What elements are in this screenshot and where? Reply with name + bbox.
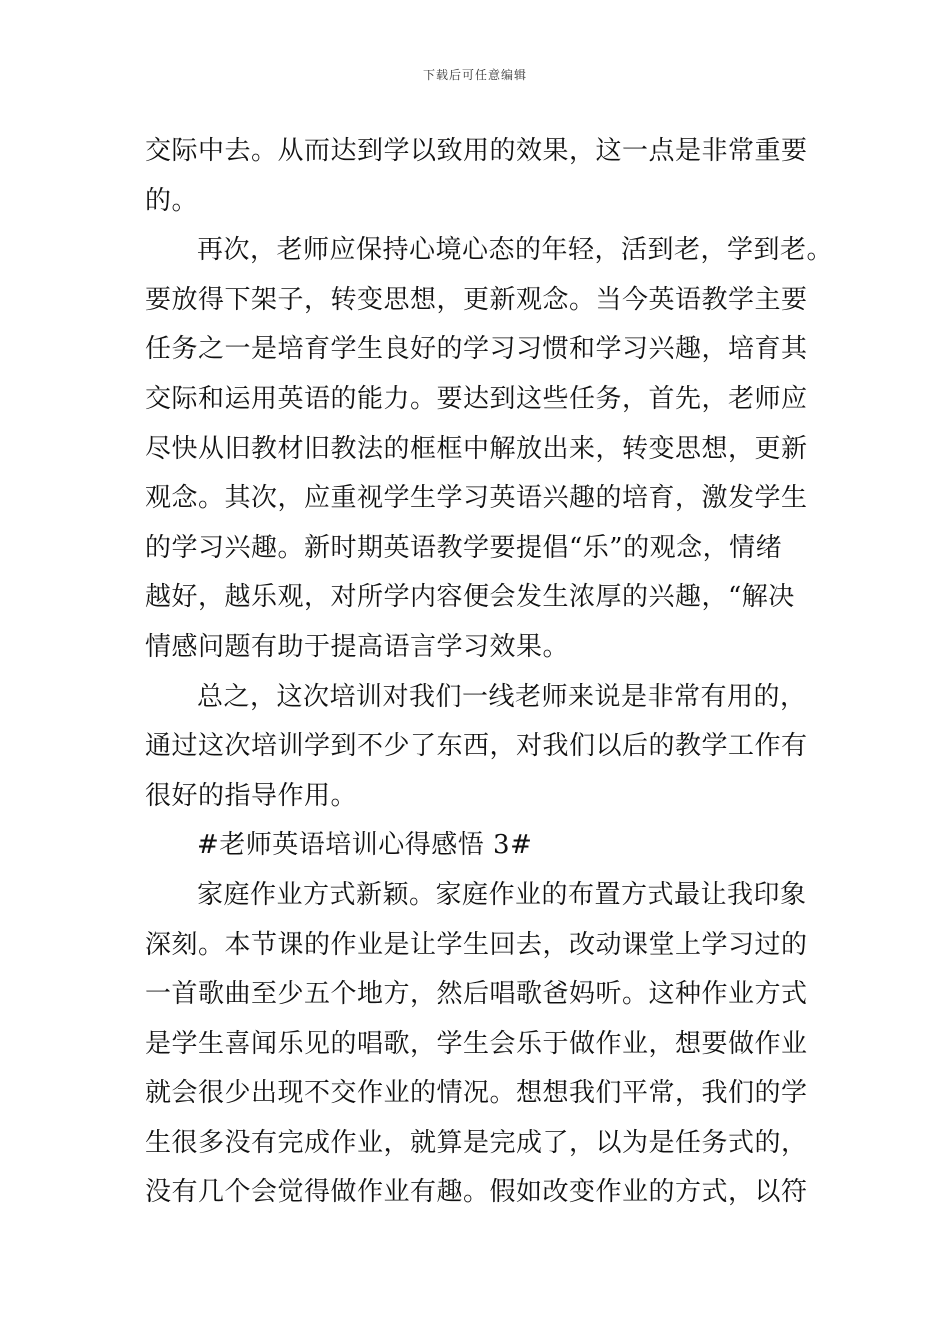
paragraph-start-line: 家庭作业方式新颖。家庭作业的布置方式最让我印象 <box>197 879 807 910</box>
text-line: 没有几个会觉得做作业有趣。假如改变作业的方式，以符 <box>145 1177 808 1208</box>
body-text <box>145 127 834 1218</box>
text-line: 尽快从旧教材旧教法的框框中解放出来，转变思想，更新 <box>145 433 808 464</box>
text-line: 观念。其次，应重视学生学习英语兴趣的培育，激发学生 <box>145 483 808 514</box>
paragraph-start-line: 再次，老师应保持心境心态的年轻，活到老，学到老。 <box>197 235 834 266</box>
text-line: 的学习兴趣。新时期英语教学要提倡“乐”的观念，情绪 <box>145 532 783 563</box>
text-line: 交际和运用英语的能力。要达到这些任务，首先，老师应 <box>145 383 808 414</box>
text-line: 的。 <box>145 185 199 216</box>
text-line: 越好，越乐观，对所学内容便会发生浓厚的兴趣，“解决 <box>145 582 795 613</box>
text-line: 深刻。本节课的作业是让学生回去，改动课堂上学习过的 <box>145 929 808 960</box>
text-line: 情感问题有助于提高语言学习效果。 <box>145 631 570 662</box>
text-line: 很好的指导作用。 <box>145 780 358 811</box>
header-note: 下载后可任意编辑 <box>422 68 527 82</box>
text-line: 任务之一是培育学生良好的学习习惯和学习兴趣，培育其 <box>145 334 808 365</box>
text-line: 一首歌曲至少五个地方，然后唱歌爸妈听。这种作业方式 <box>145 979 808 1010</box>
text-line: 就会很少出现不交作业的情况。想想我们平常，我们的学 <box>145 1078 808 1109</box>
paragraph-start-line: 总之，这次培训对我们一线老师来说是非常有用的， <box>197 681 807 712</box>
text-line: 交际中去。从而达到学以致用的效果，这一点是非常重要 <box>145 136 808 166</box>
text-line: 是学生喜闻乐见的唱歌，学生会乐于做作业，想要做作业 <box>145 1028 808 1059</box>
section-heading: #老师英语培训心得感悟 3# <box>197 830 533 861</box>
text-line: 生很多没有完成作业，就算是完成了，以为是任务式的， <box>145 1127 808 1158</box>
text-line: 要放得下架子，转变思想，更新观念。当今英语教学主要 <box>145 284 808 315</box>
text-line: 通过这次培训学到不少了东西，对我们以后的教学工作有 <box>145 731 808 762</box>
